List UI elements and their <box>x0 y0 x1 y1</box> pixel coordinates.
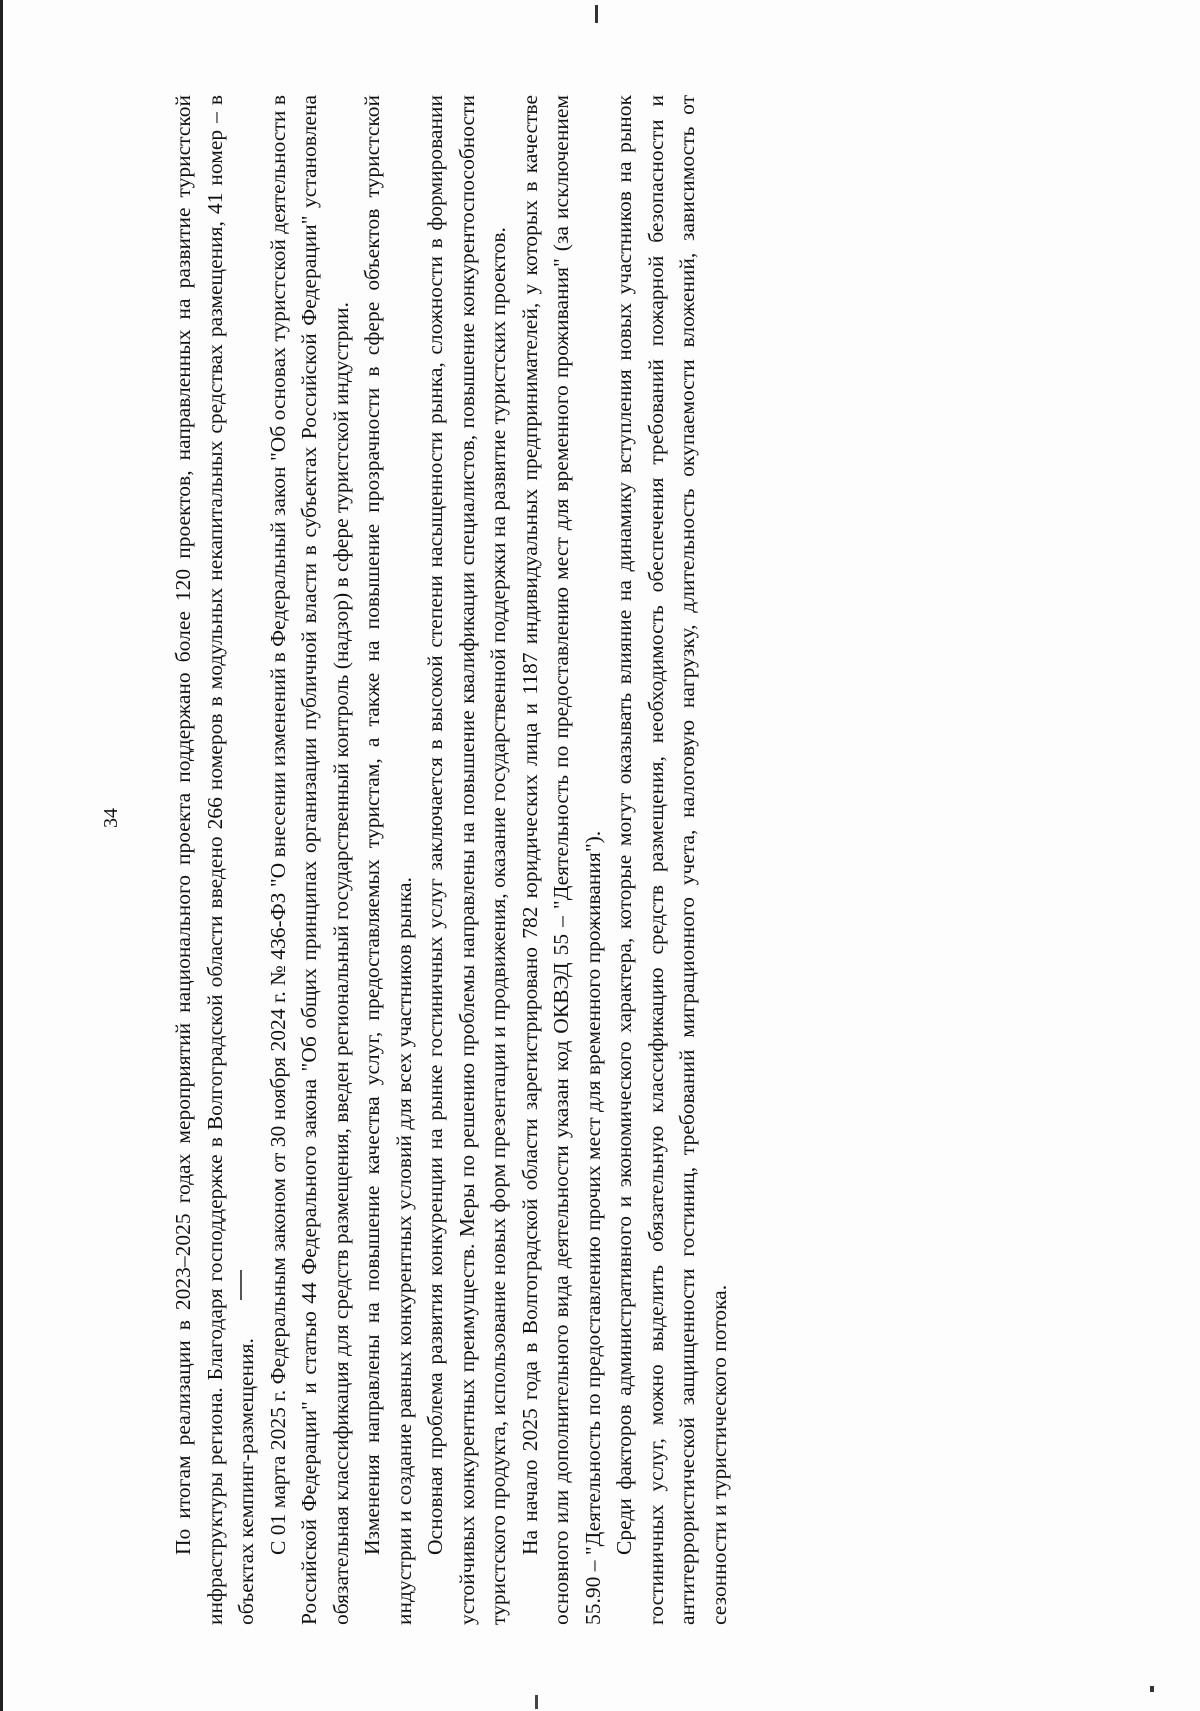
body-text <box>168 95 735 1625</box>
page-number: 34 <box>100 808 122 828</box>
paragraph: На начало 2025 года в Волгоградской области зарегистрировано 782 юридических лица и 1187 индивидуальных предпринимателей, у которых в качестве основного или дополнительного вида деятельности указан код ОКВЭД 55 – "Деятельность по предоставлению мест для временного проживания" (за исключением 55.90 – "Деятельность по предоставлению прочих мест для временного проживания"). <box>517 95 605 1625</box>
scan-mark <box>535 1695 538 1709</box>
paragraph: Изменения направлены на повышение качества услуг, предоставляемых туристам, а также на повышение прозрачности в сфере объектов туристской индустрии и создание равных конкурентных условий для всех участников рынка. <box>360 95 416 1625</box>
paragraph: По итогам реализации в 2023–2025 годах мероприятий национального проекта поддержано более 120 проектов, направленных на развитие туристской инфраструктуры региона. Благодаря господдержке в Волгоградской области введено 266 номеров в модульных некапитальных средствах размещения, 41 номер – в объектах кемпинг-размещения. <box>171 95 258 1625</box>
scan-edge <box>0 0 3 1711</box>
paragraph: С 01 марта 2025 г. Федеральным законом от 30 ноября 2024 г. № 436-ФЗ "О внесении изменений в Федеральный закон "Об основах туристской деятельности в Российской Федерации" и статью 44 Федерального закона "Об общих принципах организации публичной власти в субъектах Российской Федерации" установлена обязательная классификация для средств размещения, введен региональный государственный контроль (надзор) в сфере туристской индустрии. <box>265 95 353 1625</box>
paragraph: Среди факторов административного и экономического характера, которые могут оказывать влияние на динамику вступления новых участников на рынок гостиничных услуг, можно выделить обязательную классификацию средств размещения, необходимость обеспечения требований пожарной безопасности и антитеррористической защищенности гостиниц, требований миграционного учета, налоговую нагрузку, длительность окупаемости вложений, зависимость от сезонности и туристического потока. <box>612 95 731 1625</box>
scan-mark <box>595 5 598 23</box>
scan-speck <box>1150 1686 1154 1692</box>
paragraph: Основная проблема развития конкуренции на рынке гостиничных услуг заключается в высокой степени насыщенности рынка, сложности в формировании устойчивых конкурентных преимуществ. Меры по решению проблемы направлены на повышение квалификации специалистов, повышение конкурентоспособности туристского продукта, использование новых форм презентации и продвижения, оказание государственной поддержки на развитие туристских проектов. <box>423 95 510 1625</box>
